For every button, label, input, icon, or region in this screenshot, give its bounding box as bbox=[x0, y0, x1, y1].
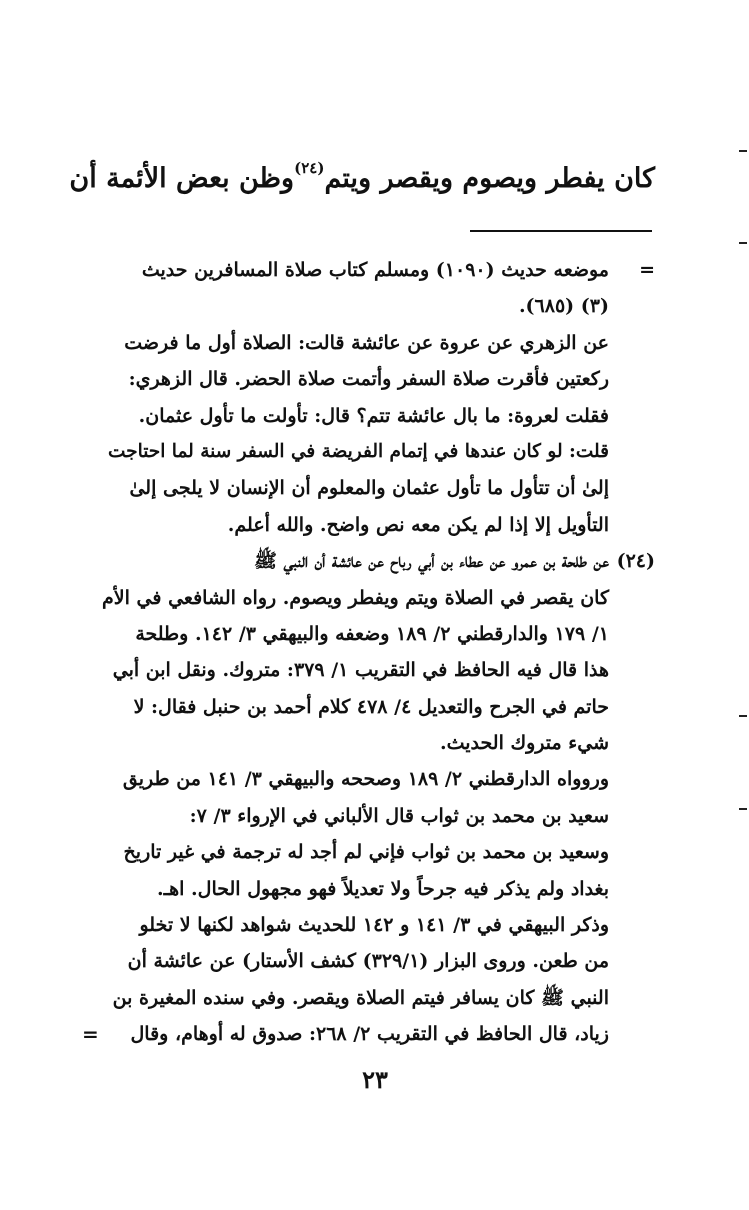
footnote-line bbox=[100, 616, 655, 652]
footnote-line bbox=[100, 470, 655, 506]
footnotes-block bbox=[100, 252, 655, 1053]
footnote-text: (٣) (٦٨٥). bbox=[518, 295, 609, 318]
footnote-text: التأويل إلا إذا لم يكن معه نص واضح. والله أعلم. bbox=[227, 513, 609, 536]
footnote-text: كان يقصر في الصلاة ويتم ويفطر ويصوم. رواه الشافعي في الأم bbox=[102, 586, 609, 609]
footnote-text: هذا قال فيه الحافظ في التقريب ١/ ٣٧٩: متروك. ونقل ابن أبي bbox=[112, 659, 609, 682]
footnote-text: حاتم في الجرح والتعديل ٤/ ٤٧٨ كلام أحمد بن حنبل فقال: لا bbox=[133, 695, 609, 718]
footnote-text: بغداد ولم يذكر فيه جرحاً ولا تعديلاً فهو مجهول الحال. اهـ. bbox=[156, 877, 609, 900]
footnote-line bbox=[100, 652, 655, 688]
footnote-text: ١/ ١٧٩ والدارقطني ٢/ ١٨٩ وضعفه والبيهقي ٣/ ١٤٢. وطلحة bbox=[135, 622, 609, 645]
footnote-text: عن الزهري عن عروة عن عائشة قالت: الصلاة أول ما فرضت bbox=[124, 331, 609, 354]
footnote-reference: (٢٤) bbox=[294, 159, 325, 177]
footnote-line bbox=[100, 507, 655, 543]
footnote-text: وروواه الدارقطني ٢/ ١٨٩ وصححه والبيهقي ٣/ ١٤١ من طريق bbox=[122, 768, 609, 791]
footnote-line bbox=[100, 361, 655, 397]
footnote-text: النبي ﷺ كان يسافر فيتم الصلاة ويقصر. وفي سنده المغيرة بن bbox=[112, 986, 609, 1009]
footnote-line bbox=[100, 325, 655, 361]
footnote-line bbox=[100, 252, 655, 288]
footnote-text: موضعه حديث (١٠٩٠) ومسلم كتاب صلاة المسافرين حديث bbox=[141, 259, 609, 281]
footnote-text: من طعن. وروى البزار (٣٢٩/١) كشف الأستار) عن عائشة أن bbox=[127, 950, 609, 973]
footnote-text: زياد، قال الحافظ في التقريب ٢/ ٢٦٨: صدوق له أوهام، وقال bbox=[130, 1023, 609, 1046]
footnote-marker: (٢٤) bbox=[616, 550, 655, 573]
footnote-text: ركعتين فأقرت صلاة السفر وأتمت صلاة الحضر. قال الزهري: bbox=[128, 368, 609, 391]
footnote-line bbox=[100, 871, 655, 907]
continuation-mark: = bbox=[82, 1022, 99, 1046]
footnote-line bbox=[100, 761, 655, 797]
footnote-text: إلىٰ أن تتأول ما تأول عثمان والمعلوم أن الإنسان لا يلجى إلىٰ bbox=[129, 477, 609, 500]
right-edge-tick bbox=[739, 242, 747, 244]
footnote-text: سعيد بن محمد بن ثواب قال الألباني في الإرواء ٣/ ٧: bbox=[189, 804, 609, 827]
footnote-marker: = bbox=[639, 259, 655, 281]
footnote-line bbox=[100, 580, 655, 616]
footnote-line bbox=[100, 434, 655, 470]
footnote-separator bbox=[470, 230, 652, 232]
right-edge-tick bbox=[739, 715, 747, 717]
footnote-line bbox=[100, 907, 655, 943]
footnote-text: وسعيد بن محمد بن ثواب فإني لم أجد له ترجمة في غير تاريخ bbox=[123, 841, 609, 864]
footnote-text: فقلت لعروة: ما بال عائشة تتم؟ قال: تأولت ما تأول عثمان. bbox=[138, 404, 609, 427]
page-number: ٢٣ bbox=[362, 1065, 388, 1094]
right-edge-tick bbox=[739, 150, 747, 152]
footnote-line bbox=[100, 288, 655, 324]
footnote-text: شيء متروك الحديث. bbox=[439, 732, 609, 755]
footnote-text: وذكر البيهقي في ٣/ ١٤١ و ١٤٢ للحديث شواهد لكنها لا تخلو bbox=[139, 914, 609, 937]
footnote-line bbox=[100, 1016, 655, 1052]
footnote-line bbox=[100, 980, 655, 1016]
footnote-line bbox=[100, 725, 655, 761]
footnote-line bbox=[100, 543, 655, 579]
main-text-before-ref: كان يفطر ويصوم ويقصر ويتم bbox=[324, 163, 655, 194]
right-edge-tick bbox=[739, 808, 747, 810]
footnote-line bbox=[100, 943, 655, 979]
main-text-after-ref: وظن بعض الأئمة أن bbox=[69, 163, 295, 194]
footnote-line bbox=[100, 398, 655, 434]
footnote-line bbox=[100, 834, 655, 870]
footnote-line bbox=[100, 689, 655, 725]
footnote-line bbox=[100, 798, 655, 834]
footnote-text: قلت: لو كان عندها في إتمام الفريضة في السفر سنة لما احتاجت bbox=[107, 440, 609, 462]
footnote-text: عن طلحة بن عمرو عن عطاء بن أبي رباح عن عائشة أن النبي ﷺ bbox=[253, 550, 609, 573]
main-text-line bbox=[69, 138, 655, 209]
